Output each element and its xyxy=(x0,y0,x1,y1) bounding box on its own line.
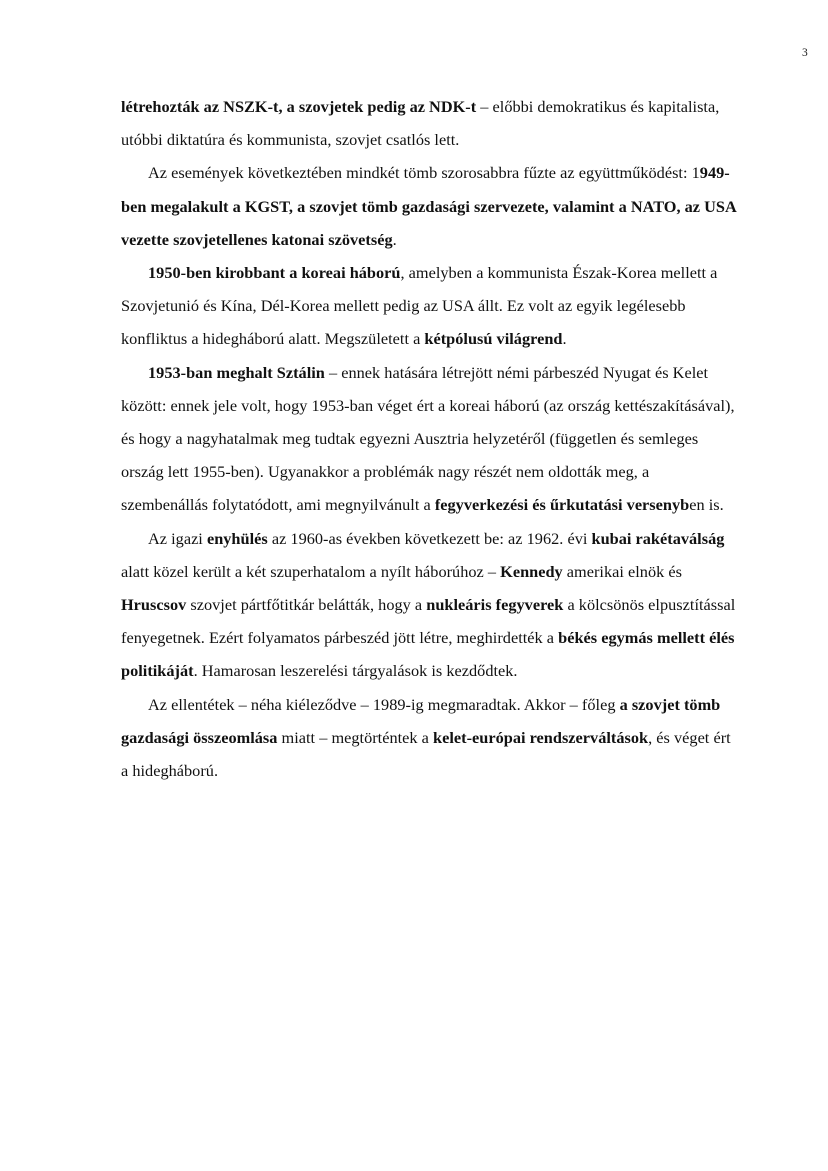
body-text: miatt – megtörténtek a xyxy=(277,727,434,747)
body-text: , amelyben a kommunista Észak-Korea mellett a Szovjetunió és Kína, Dél-Korea mellett pedig az USA állt. Ez volt az egyik legélesebb konfliktus a hidegháború alatt. Megszületett a xyxy=(121,263,718,349)
emphasis-text: kétpólusú világrend xyxy=(424,329,563,349)
paragraph xyxy=(121,688,737,788)
body-text: az 1960-as években következett be: az 1962. évi xyxy=(267,528,592,548)
emphasis-text: nukleáris fegyverek xyxy=(426,595,564,615)
body-text: en is. xyxy=(689,495,724,515)
paragraph xyxy=(121,356,737,522)
body-text: . Hamarosan leszerelési tárgyalások is kezdődtek. xyxy=(193,661,518,681)
emphasis-text: békés egymás mellett élés politikáját xyxy=(121,628,735,681)
body-text: 1 xyxy=(691,163,700,183)
emphasis-text: 949-ben megalakult a KGST, a szovjet tömb gazdasági szervezete, valamint a NATO, az USA vezette szovjetellenes katonai szövetség xyxy=(121,163,736,249)
page-number: 3 xyxy=(802,47,808,59)
emphasis-text: a szovjet tömb gazdasági összeomlása xyxy=(121,694,721,747)
emphasis-text: Hruscsov xyxy=(121,595,187,615)
emphasis-text: enyhülés xyxy=(206,528,268,548)
body-text: – előbbi demokratikus és kapitalista, utóbbi diktatúra és kommunista, szovjet csatlós lett. xyxy=(121,97,720,150)
emphasis-text: kelet-európai rendszerváltások xyxy=(433,727,649,747)
paragraph xyxy=(121,522,737,688)
body-text: Az ellentétek – néha kiéleződve – 1989-ig megmaradtak. Akkor – főleg xyxy=(148,694,620,714)
body-text: Az igazi xyxy=(148,528,207,548)
body-text: amerikai elnök és xyxy=(562,561,682,581)
emphasis-text: fegyverkezési és űrkutatási versenyb xyxy=(434,495,690,515)
paragraph xyxy=(121,156,737,256)
emphasis-text: 1953-ban meghalt Sztálin xyxy=(148,362,325,382)
body-text: . xyxy=(562,329,567,349)
emphasis-text: 1950-ben kirobbant a koreai háború xyxy=(148,263,401,283)
document-body xyxy=(121,90,737,787)
paragraph xyxy=(121,90,737,156)
emphasis-text: Kennedy xyxy=(500,561,563,581)
body-text: . xyxy=(392,229,397,249)
body-text: , és véget ért a hidegháború. xyxy=(121,727,731,781)
body-text: – ennek hatására létrejött némi párbeszéd Nyugat és Kelet között: ennek jele volt, hogy 1953-ban véget ért a koreai háború (az ország kettészakításával), és hogy a nagyhatalmak meg tudtak egyezni Ausztria helyzetéről (független és semleges ország lett 1955-ben). Ugyanakkor a problémák nagy részét nem oldották meg, a szembenállás folytatódott, ami megnyilvánult a xyxy=(121,362,735,515)
body-text: Az események következtében mindkét tömb szorosabbra fűzte az együttműködést: xyxy=(148,163,692,183)
body-text: szovjet pártfőtitkár belátták, hogy a xyxy=(186,595,427,615)
emphasis-text: létrehozták az NSZK-t, a szovjetek pedig az NDK-t xyxy=(121,97,477,116)
paragraph xyxy=(121,256,737,356)
body-text: alatt közel került a két szuperhatalom a nyílt háborúhoz – xyxy=(121,561,501,581)
emphasis-text: kubai rakétaválság xyxy=(591,528,725,548)
body-text: a kölcsönös elpusztítással fenyegetnek. Ezért folyamatos párbeszéd jött létre, meghirdették a xyxy=(121,595,736,648)
